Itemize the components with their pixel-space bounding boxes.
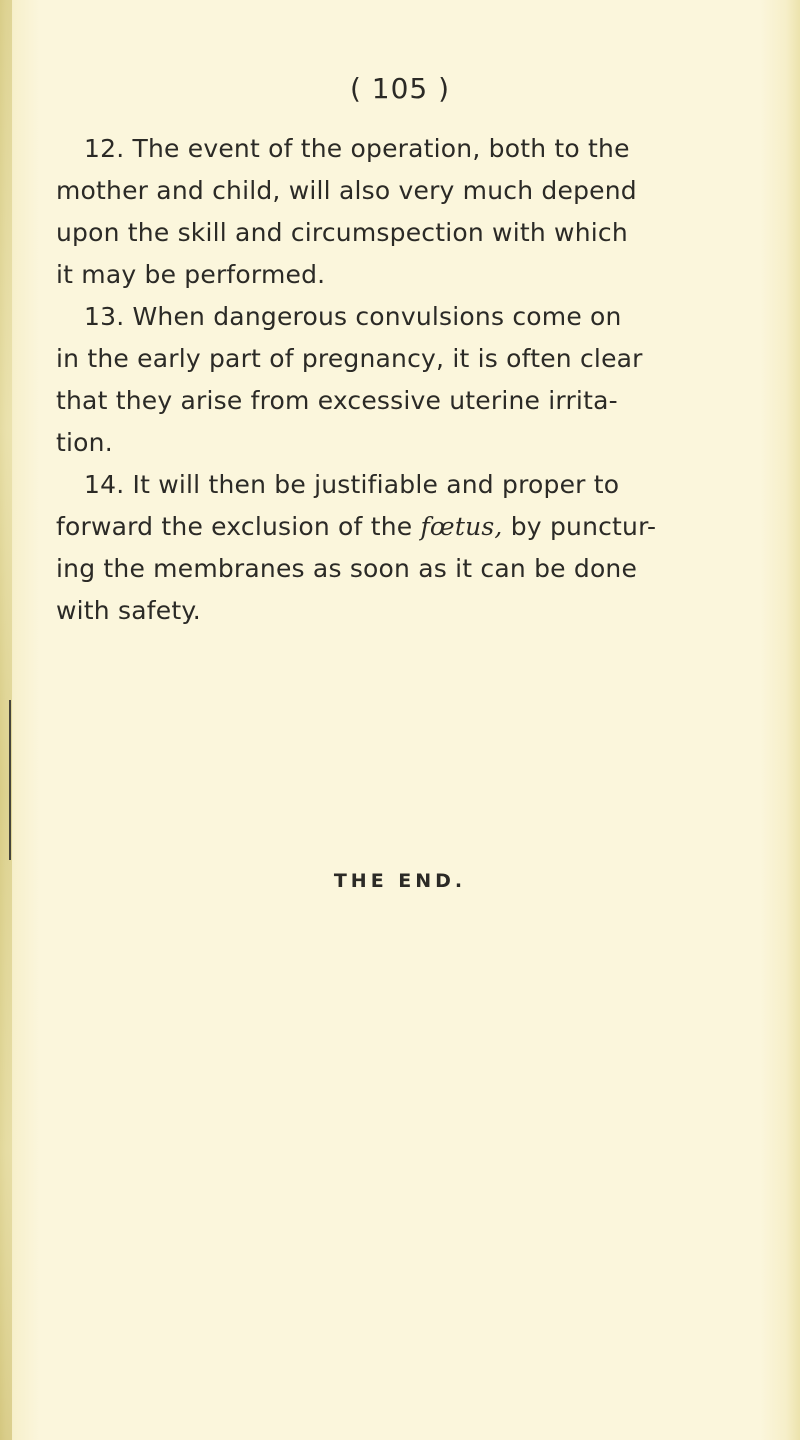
the-end-label: THE END. <box>333 870 467 892</box>
paragraph-13 <box>56 296 676 464</box>
text-line: in the early part of pregnancy, it is often clear <box>56 344 643 373</box>
text-line: ing the membranes as soon as it can be done <box>56 554 638 583</box>
paragraph-12 <box>56 128 676 296</box>
text-line: 14. It will then be justifiable and proper to <box>84 470 620 499</box>
text-line: tion. <box>56 428 113 457</box>
text-segment: forward the exclusion of the <box>56 512 421 541</box>
text-line: 13. When dangerous convulsions come on <box>84 302 622 331</box>
text-line: with safety. <box>56 596 201 625</box>
page-edge-mark <box>9 700 11 860</box>
page-number: ( 105 ) <box>349 72 451 105</box>
text-line: that they arise from excessive uterine irrita- <box>56 386 618 415</box>
text-line: 12. The event of the operation, both to the <box>84 134 630 163</box>
italic-term: fœtus, <box>420 512 503 541</box>
text-line: mother and child, will also very much depend <box>56 176 637 205</box>
paragraph-14 <box>56 464 676 632</box>
text-line: upon the skill and circumspection with which <box>56 218 628 247</box>
body-text <box>56 128 676 632</box>
text-line <box>56 506 676 548</box>
text-line: it may be performed. <box>56 260 326 289</box>
text-segment: by punctur- <box>502 512 657 541</box>
